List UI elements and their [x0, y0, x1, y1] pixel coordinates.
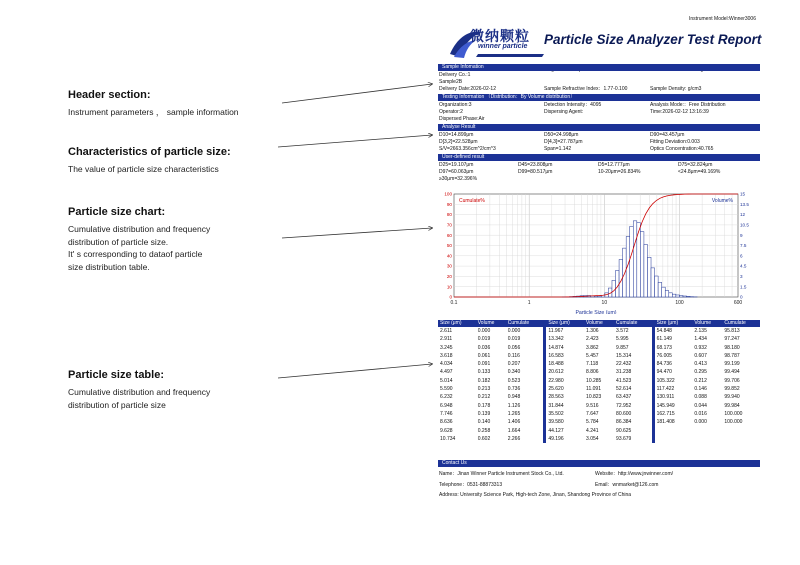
table-cell: 0.091 [477, 361, 491, 368]
d5-value: D5=12.777μm [598, 162, 630, 168]
table-cell: 4.497 [440, 369, 453, 376]
table-cell: 99.494 [724, 369, 740, 376]
table-cell: 97.247 [724, 336, 740, 343]
table-cell: 0.523 [507, 377, 521, 384]
table-cell: 0.340 [507, 369, 521, 376]
table-cell: 13.342 [548, 336, 564, 343]
table-cell: 14.874 [548, 344, 564, 351]
table-cell: 0.932 [694, 344, 707, 351]
detection-intensity: Detection Intensity：4095 [544, 102, 602, 108]
company-logo [448, 24, 546, 60]
table-cell: 5.590 [440, 386, 453, 393]
table-row [438, 393, 760, 401]
table-cell: 8.636 [440, 419, 453, 426]
table-cell: 2.423 [586, 336, 599, 343]
table-cell: 5.784 [586, 419, 599, 426]
table-cell: 0.178 [477, 402, 491, 409]
operator: Operator:2 [439, 109, 463, 115]
table-cell: 20.612 [548, 369, 564, 376]
contact-name: Name：Jinan Winner Particle Instrument Stock Co., Ltd. [439, 471, 564, 477]
volume-bar [655, 276, 659, 297]
optics-concentration: Optics Concentration:40.765 [650, 146, 714, 152]
d50-value: D50=24.998μm [544, 132, 579, 138]
annotation-text: The value of particle size characteristics [68, 164, 219, 174]
table-cell: 100.000 [724, 410, 743, 417]
table-cell: 41.523 [616, 377, 632, 384]
table-cell: 35.502 [548, 410, 564, 417]
left-axis-tick-label: 90 [446, 201, 452, 207]
volume-bar [665, 291, 669, 297]
table-cell: 3.862 [586, 344, 599, 351]
table-cell: 0.116 [507, 352, 520, 359]
table-cell: 0.140 [477, 419, 491, 426]
table-cell [722, 427, 760, 435]
report-header [438, 24, 760, 64]
table-cell: 90.625 [616, 427, 632, 434]
volume-bar [626, 237, 630, 297]
volume-bar [640, 232, 644, 297]
volume-bar [672, 294, 676, 297]
annotation-title: Particle size chart: [68, 206, 166, 218]
table-cell: 22.980 [548, 377, 564, 384]
table-cell: 7.118 [586, 361, 599, 368]
arrow-table [278, 364, 432, 378]
report-title: Particle Size Analyzer Test Report [544, 32, 762, 47]
annotation-title: Header section: [68, 89, 151, 101]
d45-value: D45=23.808μm [518, 162, 553, 168]
dispersing-agent: Dispersing Agent: [544, 109, 584, 115]
table-cell: 5.457 [586, 352, 599, 359]
volume-bar [637, 223, 641, 297]
table-cell: 0.044 [694, 402, 707, 409]
sample-density: Sample Density: g/cm3 [650, 86, 702, 92]
table-cell: 99.940 [724, 394, 740, 401]
table-cell: 86.384 [616, 419, 632, 426]
table-cell: 4.241 [586, 427, 599, 434]
table-cell: 80.600 [616, 410, 632, 417]
delivery-company: Delivery Co.:1 [439, 72, 471, 78]
table-cell: 99.984 [724, 402, 740, 409]
organization: Organization:3 [439, 102, 472, 108]
left-axis-tick-label: 30 [446, 263, 452, 269]
table-header-cell: Volume [476, 320, 506, 327]
annotation-text: Cumulative distribution and frequency distribution of particle size [68, 387, 211, 410]
x-axis-tick-label: 10 [601, 300, 608, 306]
right-axis-tick-label: 9 [740, 232, 743, 238]
table-cell: 0.061 [477, 352, 491, 359]
table-cell: 72.952 [616, 402, 632, 409]
table-cell: 98.180 [724, 344, 740, 351]
d90-value: D90=43.457μm [650, 132, 685, 138]
table-cell: 0.000 [477, 328, 491, 334]
volume-bar [687, 296, 691, 297]
right-axis-tick-label: 12 [740, 212, 746, 218]
table-cell: 61.149 [656, 336, 672, 343]
table-cell: 0.146 [694, 386, 707, 393]
volume-bar [658, 282, 662, 297]
table-header-cell: Cumulate [614, 320, 652, 327]
volume-bar [594, 296, 598, 297]
volume-bar [683, 296, 687, 297]
d75-value: D75=32.824μm [678, 162, 713, 168]
table-cell: 1.126 [507, 402, 521, 409]
section-analyse-result: Analyse Result [438, 124, 760, 131]
table-cell: 0.000 [507, 328, 521, 334]
x-axis-tick-label: 0.1 [450, 300, 458, 306]
table-cell: 7.647 [586, 410, 599, 417]
right-axis-tick-label: 3 [740, 274, 743, 279]
left-axis-tick-label: 0 [449, 294, 452, 300]
table-cell: 99.199 [724, 361, 740, 368]
table-row [438, 327, 760, 335]
contact-telephone: Telephone：0531-88873313 [439, 482, 503, 488]
table-cell [692, 435, 722, 443]
left-axis-tick-label: 70 [446, 222, 452, 228]
table-row [438, 344, 760, 352]
table-header-row [438, 320, 760, 327]
d25-value: D25=19.107μm [439, 162, 474, 168]
table-cell: 2.611 [440, 328, 453, 334]
table-cell: 49.196 [548, 435, 564, 442]
table-cell: 0.088 [694, 394, 707, 401]
lt-24-8-value: <24.8μm=49.169% [678, 169, 721, 175]
x-axis-tick-label: 1 [527, 300, 531, 306]
table-cell: 3.245 [440, 344, 453, 351]
right-axis-tick-label: 1.5 [740, 284, 747, 290]
left-axis-tick-label: 40 [446, 253, 452, 259]
table-cell: 0.133 [477, 369, 491, 376]
volume-bar [662, 287, 666, 297]
right-axis-tick-label: 10.5 [740, 222, 749, 228]
table-cell: 6.232 [440, 394, 453, 401]
table-row [438, 385, 760, 393]
table-cell: 0.213 [477, 386, 491, 393]
table-row [438, 427, 760, 435]
table-cell: 18.488 [548, 361, 564, 368]
table-cell: 39.580 [548, 419, 564, 426]
arrow-header [282, 84, 432, 103]
annotation-title: Characteristics of particle size: [68, 146, 231, 158]
table-cell: 181.408 [656, 419, 675, 426]
section-user-defined-result: User-defined result [438, 154, 760, 161]
table-cell: 76.005 [656, 352, 672, 359]
specific-surface: S/V=2663.356cm^2/cm^3 [439, 146, 496, 152]
table-cell: 0.602 [477, 435, 491, 442]
table-row [438, 435, 760, 443]
table-cell: 2.135 [694, 328, 707, 334]
table-row [438, 418, 760, 426]
x-axis-tick-label: 100 [675, 300, 684, 306]
dispersed-phase: Dispersed Phase:Air [439, 116, 485, 122]
table-cell: 93.679 [616, 435, 632, 442]
table-cell: 5.014 [440, 377, 453, 384]
table-cell: 11.967 [548, 328, 564, 334]
table-cell: 0.607 [694, 352, 707, 359]
table-cell: 145.949 [656, 402, 675, 409]
table-cell: 44.127 [548, 427, 564, 434]
test-time: Time:2026-02-12 13:16:39 [650, 109, 709, 115]
table-cell: 0.019 [477, 336, 491, 343]
table-cell: 0.736 [507, 386, 521, 393]
table-cell: 28.563 [548, 394, 564, 401]
table-cell: 52.614 [616, 386, 632, 393]
table-header-cell: Cumulate [722, 320, 760, 327]
table-cell: 0.258 [477, 427, 491, 434]
d32-value: D[3,2]=22.528μm [439, 139, 478, 145]
table-cell: 9.628 [440, 427, 453, 434]
contact-email: Email：wnmarket@126.com [595, 482, 659, 488]
table-cell: 0.212 [477, 394, 491, 401]
annotation-text: Instrument parameters ， sample information [68, 107, 239, 117]
table-cell: 25.620 [548, 386, 564, 393]
table-cell: 11.091 [586, 386, 601, 393]
x-axis-label: Particle Size (μm) [575, 310, 617, 314]
table-row [438, 352, 760, 360]
table-cell: 1.434 [694, 336, 707, 343]
d97-value: D97=60.063μm [439, 169, 474, 175]
sample-name: Sample2B [439, 79, 463, 85]
section-sample-information: Sample Infomation [438, 64, 760, 71]
range-10-20-value: 10-20μm=26.834% [598, 169, 641, 175]
table-cell: 84.736 [656, 361, 672, 368]
table-cell: 8.806 [586, 369, 599, 376]
right-axis-tick-label: 0 [740, 294, 743, 300]
logo-english-text: winner particle [478, 43, 528, 50]
table-cell: 68.173 [656, 344, 672, 351]
table-cell: 1.664 [507, 427, 521, 434]
table-cell: 0.207 [507, 361, 521, 368]
span-value: Span=1.142 [544, 146, 572, 152]
instrument-model: Instrument Model:Winner3006 [689, 16, 756, 22]
table-header-cell: Size (μm) [655, 320, 693, 327]
table-cell: 0.413 [694, 361, 707, 368]
volume-bar [598, 296, 602, 297]
volume-bar [651, 268, 655, 297]
d10-value: D10=14.899μm [439, 132, 474, 138]
table-cell: 10.285 [586, 377, 602, 384]
logo-chinese-text: 微纳颗粒 [470, 29, 530, 45]
table-cell: 1.306 [586, 328, 599, 334]
table-header-cell: Volume [584, 320, 614, 327]
table-cell: 4.034 [440, 361, 453, 368]
fitting-deviation: Fitting Deviation:0.003 [650, 139, 700, 145]
refractive-index: Sample Refractive Index：1.77-0.100 [544, 86, 628, 92]
table-cell: 0.056 [507, 344, 521, 351]
analysis-mode: Analysis Mode:：Free Distribution [650, 102, 726, 108]
right-axis-tick-label: 7.5 [740, 243, 747, 249]
x-axis-tick-label: 600 [733, 300, 743, 306]
table-cell: 2.266 [507, 435, 521, 442]
table-cell: 130.911 [656, 394, 675, 401]
table-cell: 5.995 [616, 336, 629, 343]
volume-bar [623, 248, 627, 297]
table-cell [655, 435, 693, 443]
table-row [438, 368, 760, 376]
table-cell: 0.212 [694, 377, 707, 384]
table-cell: 10.823 [586, 394, 602, 401]
volume-bar [633, 221, 637, 297]
table-cell: 105.322 [656, 377, 675, 384]
section-contact-us: Contact Us [438, 460, 760, 467]
particle-size-table [438, 320, 760, 443]
volume-bar [669, 293, 673, 297]
right-axis-tick-label: 15 [740, 191, 746, 197]
table-cell [692, 427, 722, 435]
annotation-title: Particle size table: [68, 369, 164, 381]
contact-address: Address: University Science Park, High-tech Zone, Jinan, Shandong Province of China [439, 492, 632, 498]
table-header-cell: Volume [692, 320, 722, 327]
volume-bar [679, 296, 683, 297]
table-cell: 9.857 [616, 344, 629, 351]
table-cell: 15.314 [616, 352, 632, 359]
table-cell: 0.036 [477, 344, 491, 351]
section-testing-information: Testing Information （Distribution：By Volume distribution） [438, 94, 760, 101]
gt-30-value: ≥30μm=32.396% [439, 176, 478, 182]
table-row [438, 402, 760, 410]
volume-bar [647, 257, 651, 297]
particle-size-chart [438, 184, 760, 314]
right-axis-tick-label: 4.5 [740, 263, 747, 269]
table-cell: 0.019 [507, 336, 521, 343]
annotation-text: Cumulative distribution and frequency distribution of particle size. It' s corresponding to dataof particle size distribution table. [68, 224, 211, 272]
table-cell: 3.054 [586, 435, 599, 442]
table-row [438, 377, 760, 385]
table-cell: 0.182 [477, 377, 491, 384]
table-cell: 162.715 [656, 410, 675, 417]
table-cell: 31.238 [616, 369, 632, 376]
table-cell: 63.437 [616, 394, 632, 401]
left-axis-tick-label: 60 [446, 232, 452, 238]
d43-value: D[4,3]=27.787μm [544, 139, 583, 145]
left-axis-tick-label: 10 [446, 284, 452, 290]
table-cell: 22.432 [616, 361, 632, 368]
volume-bar [616, 270, 620, 297]
table-cell: 54.848 [656, 328, 672, 334]
right-axis-tick-label: 13.5 [740, 201, 749, 207]
table-cell: 9.516 [586, 402, 599, 409]
d99-value: D99=80.517μm [518, 169, 553, 175]
table-cell: 16.583 [548, 352, 564, 359]
table-row [438, 410, 760, 418]
table-header-cell: Size (μm) [546, 320, 584, 327]
table-cell: 0.139 [477, 410, 491, 417]
table-cell: 31.844 [548, 402, 564, 409]
delivery-date: Delivery Date:2026-02-12 [439, 86, 496, 92]
arrow-chart [282, 228, 432, 238]
right-axis-label: Volume% [711, 198, 733, 204]
volume-bar [630, 226, 634, 297]
table-cell: 95.813 [724, 328, 740, 334]
table-cell: 3.572 [616, 328, 629, 334]
table-cell: 117.422 [656, 386, 675, 393]
table-cell: 99.852 [724, 386, 740, 393]
table-row [438, 335, 760, 343]
left-axis-tick-label: 20 [446, 274, 452, 279]
volume-bar [644, 244, 648, 297]
table-cell: 1.406 [507, 419, 521, 426]
volume-bar [612, 280, 616, 297]
table-cell: 100.000 [724, 419, 743, 426]
left-axis-tick-label: 50 [446, 243, 452, 249]
table-row [438, 360, 760, 368]
table-cell: 0.016 [694, 410, 707, 417]
table-cell: 6.948 [440, 402, 453, 409]
table-cell: 99.706 [724, 377, 740, 384]
table-header-cell: Cumulate [506, 320, 544, 327]
left-axis-tick-label: 100 [444, 191, 452, 197]
table-cell: 0.948 [507, 394, 521, 401]
table-cell [722, 435, 760, 443]
table-cell [655, 427, 693, 435]
table-cell: 0.000 [694, 419, 707, 426]
right-axis-tick-label: 6 [740, 253, 743, 259]
table-header-cell: Size (μm) [438, 320, 476, 327]
arrow-characteristics [278, 135, 432, 147]
contact-website: Website：http://www.jnwinner.com/ [595, 471, 673, 477]
left-axis-tick-label: 80 [446, 212, 452, 218]
table-cell: 0.295 [694, 369, 707, 376]
table-cell: 94.470 [656, 369, 672, 376]
left-axis-label: Cumulate% [459, 198, 485, 204]
table-cell: 3.618 [440, 352, 453, 359]
table-cell: 2.911 [440, 336, 453, 343]
table-cell: 7.746 [440, 410, 453, 417]
table-cell: 98.787 [724, 352, 740, 359]
table-cell: 10.734 [440, 435, 456, 442]
table-cell: 1.265 [507, 410, 521, 417]
volume-bar [676, 295, 680, 297]
